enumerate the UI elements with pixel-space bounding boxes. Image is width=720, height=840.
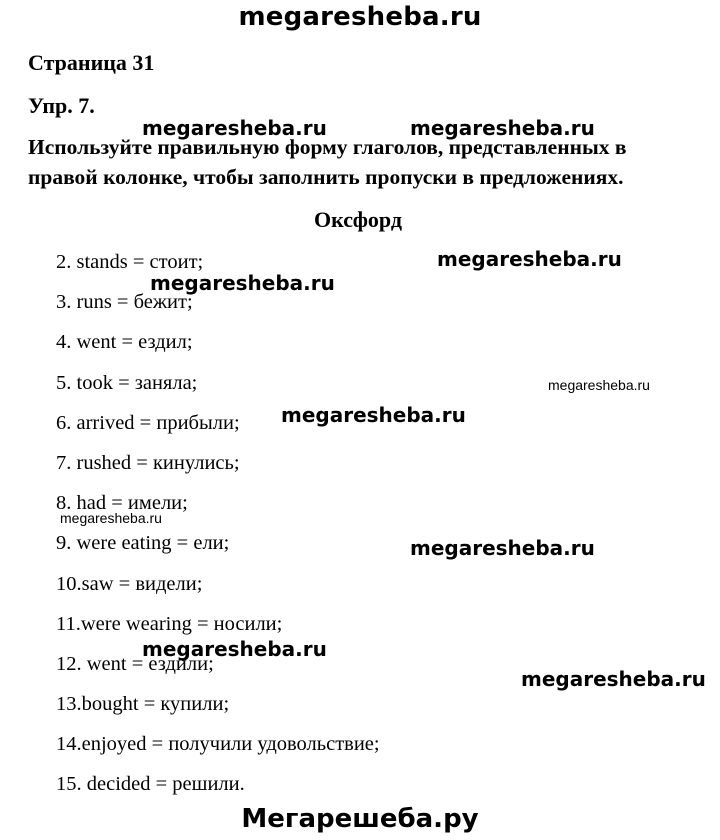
watermark: megaresheba.ru xyxy=(410,116,595,140)
watermark: megaresheba.ru xyxy=(521,667,706,691)
answer-item: 6. arrived = прибыли; xyxy=(56,411,240,434)
watermark: megaresheba.ru xyxy=(142,637,327,661)
answer-item: 14.enjoyed = получили удовольствие; xyxy=(56,733,380,756)
site-footer: Мегарешеба.ру xyxy=(241,804,479,834)
section-heading: Оксфорд xyxy=(313,207,402,232)
answer-item: 3. runs = бежит; xyxy=(56,291,193,314)
answer-item: 15. decided = решили. xyxy=(56,773,245,796)
watermark: megaresheba.ru xyxy=(150,271,335,295)
answer-item: 11.were wearing = носили; xyxy=(56,612,283,635)
answer-list xyxy=(56,250,380,813)
answer-item: 2. stands = стоит; xyxy=(56,251,204,273)
watermark: megaresheba.ru xyxy=(437,247,622,271)
answer-item: 12. went = ездили; xyxy=(56,652,214,675)
answer-item: 7. rushed = кинулись; xyxy=(56,451,240,474)
page-title: Страница 31 xyxy=(28,50,155,75)
watermark: megaresheba.ru xyxy=(410,536,595,560)
answer-item: 5. took = заняла; xyxy=(56,371,198,394)
answer-item: 10.saw = видели; xyxy=(56,572,203,595)
watermark: megaresheba.ru xyxy=(60,510,162,526)
instructions: Используйте правильную форму глаголов, представленных в правой колонке, чтобы заполнить пропуски в предложениях. xyxy=(28,135,627,189)
watermark: megaresheba.ru xyxy=(281,403,466,427)
exercise-label: Упр. 7. xyxy=(28,93,95,118)
watermark: megaresheba.ru xyxy=(548,377,650,393)
answer-item: 13.bought = купили; xyxy=(56,693,230,716)
answer-item: 8. had = имели; xyxy=(56,492,188,515)
site-header: megaresheba.ru xyxy=(238,2,482,32)
answer-item: 4. went = ездил; xyxy=(56,331,193,354)
watermark: megaresheba.ru xyxy=(142,116,327,140)
answer-item: 9. were eating = ели; xyxy=(56,532,230,555)
